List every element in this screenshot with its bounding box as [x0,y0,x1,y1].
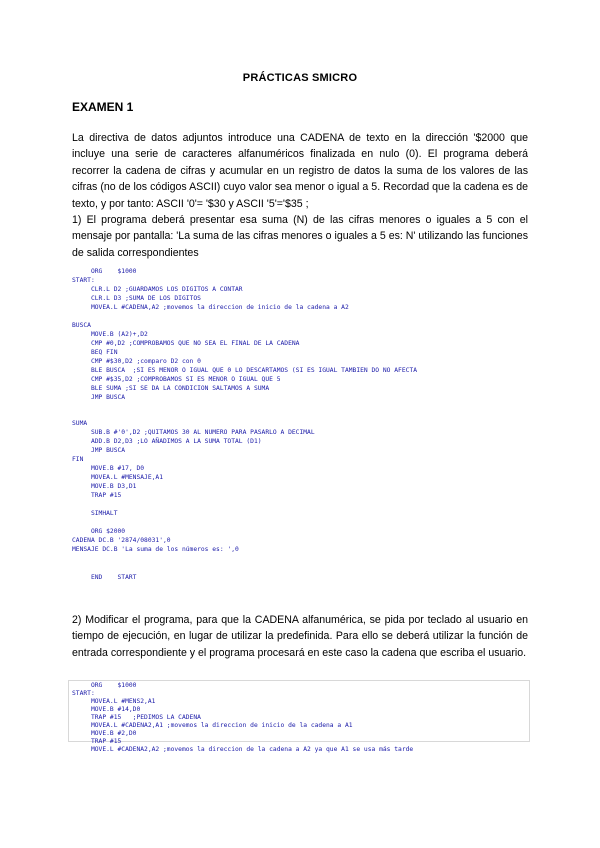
code-label: SUMA [72,420,88,427]
code-line: MOVE.B #14,D0 [72,706,141,713]
code-line: MOVE.B #17, D0 [72,465,145,472]
code-line: SUB.B #'0',D2 ;QUITAMOS 30 AL NUMERO PARA PASARLO A DECIMAL [72,429,315,436]
page-title: PRÁCTICAS SMICRO [242,72,358,84]
code-line: CMP #$35,D2 ;COMPROBAMOS SI ES MENOR O IGUAL QUE 5 [72,376,281,383]
code-label: BUSCA [72,322,91,329]
question-1: 1) El programa deberá presentar esa suma (N) de las cifras menores o iguales a 5 con el mensaje por pantalla: 'La suma de las cifras menores o iguales a 5 es: N' utilizando las funciones de salida correspondientes [72,214,528,259]
code-label: FIN [72,456,84,463]
code-line: MOVE.B (A2)+,D2 [72,331,148,338]
code-line: MOVEA.L #MENSAJE,A1 [72,474,163,481]
code-line: BLE BUSCA ;SI ES MENOR O IGUAL QUE 0 LO DESCARTAMOS (SI ES IGUAL TAMBIEN DO NO AFECTA [72,367,417,374]
code-label: START: [72,690,95,697]
code-line: CLR.L D3 ;SUMA DE LOS DIGITOS [72,295,201,302]
intro-paragraph: La directiva de datos adjuntos introduce una CADENA de texto en la dirección '$2000 que incluye una serie de caracteres alfanuméricos finalizada en nulo (0). El programa deberá recorrer la cadena de cifras y acumular en un registro de datos la suma de los valores de las cifras (no de los códigos ASCII) cuyo valor sea menor o igual a 5. Recordad que la cadena es de texto, y por tanto: ASCII '0'= '$30 y ASCII '5'='$35 ; [72,132,528,210]
code-line: TRAP #15 ;PEDIMOS LA CADENA [72,714,201,721]
code-line: JMP BUSCA [72,394,126,401]
code-line: TRAP #15 [72,492,122,499]
code-line: CADENA DC.B '2874/08031',0 [72,537,171,544]
code-line: SIMHALT [72,510,118,517]
code-line: CLR.L D2 ;GUARDAMOS LOS DIGITOS A CONTAR [72,286,243,293]
code-label: START: [72,277,95,284]
code-line: MOVEA.L #MENS2,A1 [72,698,156,705]
code-line: CMP #$30,D2 ;comparo D2 con 0 [72,358,201,365]
code-line: CMP #0,D2 ;COMPROBAMOS QUE NO SEA EL FINAL DE LA CADENA [72,340,300,347]
code-line: ADD.B D2,D3 ;LO AÑADIMOS A LA SUMA TOTAL (D1) [72,438,262,445]
code-line: END START [72,574,137,581]
code-line: ORG $1000 [72,682,137,689]
code-line: BEQ FIN [72,349,118,356]
code-line: MOVE.B D3,D1 [72,483,137,490]
code-line: MOVE.L #CADENA2,A2 ;movemos la direccion de la cadena a A2 ya que A1 se usa más tarde [72,746,414,753]
code-line: MOVEA.L #CADENA,A2 ;movemos la direccion de inicio de la cadena a A2 [72,304,349,311]
code-line: BLE SUMA ;SI SE DA LA CONDICION SALTAMOS A SUMA [72,385,270,392]
code-line: MOVEA.L #CADENA2,A1 ;movemos la direccion de inicio de la cadena a A1 [72,722,353,729]
code-line: ORG $1000 [72,268,137,275]
exam-heading: EXAMEN 1 [72,100,134,114]
code-line: TRAP #15 [72,738,122,745]
code-line: ORG $2000 [72,528,126,535]
question-2: 2) Modificar el programa, para que la CADENA alfanumérica, se pida por teclado al usuario en tiempo de ejecución, en lugar de utilizar la predefinida. Para ello se deberá utilizar la función de entrada correspondiente y el programa procesará en este caso la cadena que escriba el usuario. [72,614,528,659]
code-line: MENSAJE DC.B 'La suma de los números es: ',0 [72,546,239,553]
code-line: MOVE.B #2,D0 [72,730,137,737]
code-line: JMP BUSCA [72,447,126,454]
